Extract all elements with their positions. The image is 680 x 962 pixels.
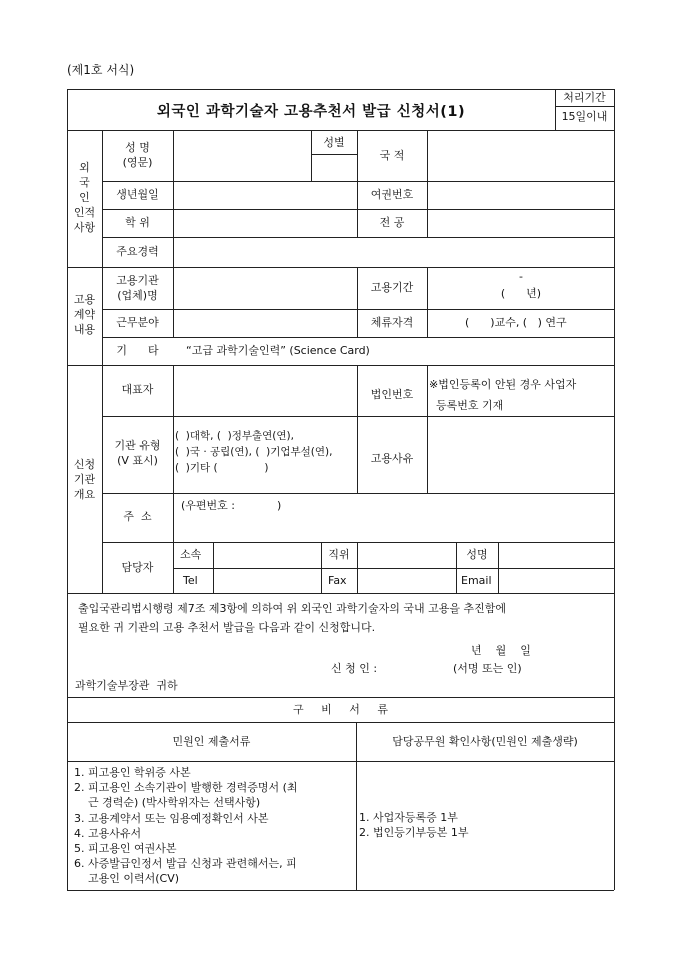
section-applicant-org-label: 신청 기관 개요 — [73, 458, 96, 501]
contact-name-label: 성명 — [466, 548, 488, 561]
form-title: 외국인 과학기술자 고용추천서 발급 신청서(1) — [156, 104, 466, 120]
official-docs-list: 1. 사업자등록증 1부 2. 법인등기부등본 1부 — [359, 811, 469, 839]
other-value: “고급 과학기술인력” (Science Card) — [186, 344, 370, 357]
tel-label: Tel — [183, 574, 198, 587]
degree-field[interactable] — [174, 210, 356, 236]
signature-note: (서명 또는 인) — [453, 662, 522, 675]
fax-label: Fax — [328, 574, 347, 587]
work-field-input[interactable] — [174, 310, 356, 336]
employer-field[interactable] — [174, 268, 356, 308]
recipient: 과학기술부장관 귀하 — [75, 679, 178, 692]
career-field[interactable] — [174, 238, 613, 266]
employer-label: 고용기관 (업체)명 — [116, 274, 159, 302]
corp-number-label: 법인번호 — [370, 388, 414, 401]
passport-field[interactable] — [428, 182, 613, 208]
corp-number-note: ※법인등록이 안된 경우 사업자 등록번호 기재 — [429, 378, 577, 412]
position-field[interactable] — [358, 543, 455, 567]
tel-field[interactable] — [214, 569, 320, 592]
dept-field[interactable] — [214, 543, 320, 567]
visa-status-options[interactable]: ( )교수, ( ) 연구 — [465, 316, 567, 329]
applicant-docs-header: 민원인 제출서류 — [172, 735, 251, 748]
section-employment-contract-label: 고용 계약 내용 — [73, 293, 96, 336]
nationality-field[interactable] — [428, 131, 613, 180]
employment-reason-label: 고용사유 — [370, 452, 414, 465]
passport-label: 여권번호 — [370, 188, 414, 201]
career-label: 주요경력 — [116, 245, 159, 258]
applicant-label: 신 청 인 : — [331, 662, 378, 675]
dept-label: 소속 — [180, 548, 202, 561]
applicant-docs-list: 1. 피고용인 학위증 사본 2. 피고용인 소속기관이 발행한 경력증명서 (최 근 경력순) (박사학위자는 선택사항) 3. 고용계약서 또는 임용예정확인서 사본 4. 고용사유서 5. 피고용인 여권사본 6. 사증발급인정서 발급 신청과 관련해서는, 피 고용인 이력서(CV) — [74, 766, 298, 886]
contact-name-field[interactable] — [499, 543, 613, 567]
employment-reason-field[interactable] — [428, 417, 613, 492]
nationality-label: 국 적 — [379, 149, 405, 162]
other-label: 기 타 — [116, 344, 159, 357]
email-field[interactable] — [499, 569, 613, 592]
org-type-options[interactable]: ( )대학, ( )정부출연(연), ( )국 · 공립(연), ( )기업부설(연), ( )기타 ( ) — [175, 430, 333, 474]
official-check-header: 담당공무원 확인사항(민원인 제출생략) — [392, 735, 578, 748]
employment-period-dash[interactable]: - — [519, 270, 523, 283]
visa-status-label: 체류자격 — [370, 316, 414, 329]
name-label: 성 명 (영문) — [122, 141, 153, 169]
employment-period-label: 고용기간 — [370, 281, 414, 294]
representative-field[interactable] — [174, 366, 356, 415]
email-label: Email — [461, 574, 492, 587]
processing-period-value: 15일이내 — [561, 110, 608, 123]
degree-label: 학 위 — [125, 216, 150, 229]
major-field[interactable] — [428, 210, 613, 236]
fax-field[interactable] — [358, 569, 455, 592]
address-field[interactable]: (우편번호 : ) — [181, 499, 282, 512]
birth-label: 생년월일 — [116, 188, 159, 201]
position-label: 직위 — [328, 548, 350, 561]
section-foreigner-info-label: 외 국 인 인적 사항 — [73, 161, 96, 234]
work-field-label: 근무분야 — [116, 316, 159, 329]
processing-period-label: 처리기간 — [563, 91, 606, 104]
employment-period-years[interactable]: ( 년) — [500, 287, 542, 300]
representative-label: 대표자 — [121, 383, 154, 396]
birth-field[interactable] — [174, 182, 356, 208]
required-docs-header: 구 비 서 류 — [293, 703, 388, 716]
gender-label: 성별 — [323, 136, 345, 149]
form-number: (제1호 서식) — [67, 63, 135, 77]
org-type-label: 기관 유형 (V 표시) — [114, 439, 161, 467]
statement-line-1: 출입국관리법시행령 제7조 제3항에 의하여 위 외국인 과학기술자의 국내 고용을 추진함에 — [78, 602, 506, 615]
address-label: 주 소 — [123, 510, 152, 523]
application-date[interactable]: 년 월 일 — [471, 644, 531, 657]
gender-field[interactable] — [312, 155, 356, 180]
name-field[interactable] — [174, 131, 310, 180]
statement-line-2: 필요한 귀 기관의 고용 추천서 발급을 다음과 같이 신청합니다. — [78, 621, 376, 634]
major-label: 전 공 — [379, 216, 405, 229]
contact-person-label: 담당자 — [121, 561, 154, 574]
